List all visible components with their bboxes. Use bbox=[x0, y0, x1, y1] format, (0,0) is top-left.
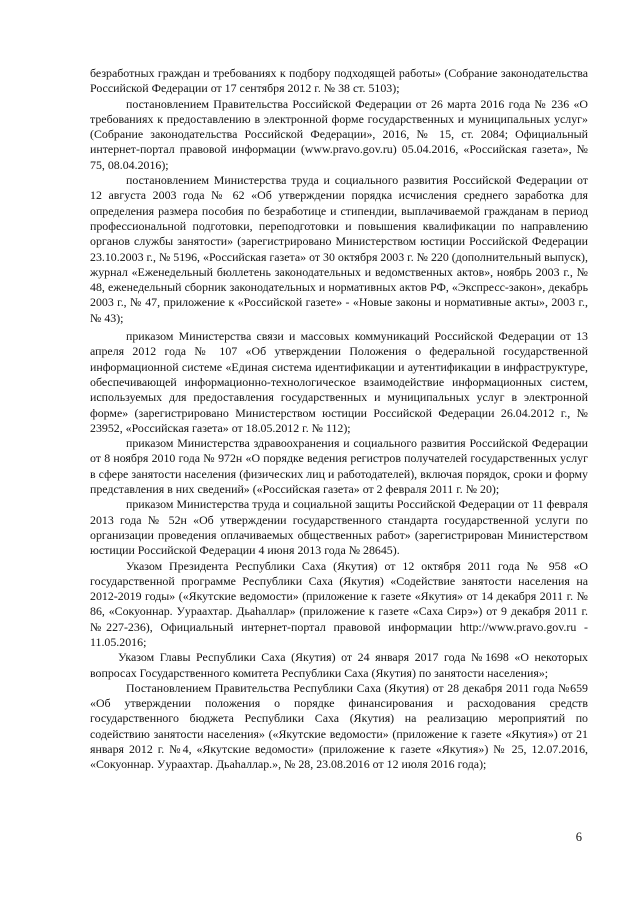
paragraph: Указом Президента Республики Саха (Якутия) от 12 октября 2011 года № 958 «О государственной программе Республики Саха (Якутия) «Содействие занятости населения на 2012-2019 годы» («Якутские ведомости» (приложение к газете «Якутия» от 14 декабря 2011 г. № 86, «Сокуоннар. Уураахтар. Дьаһаллар» (приложение к газете «Саха Сирэ») от 9 декабря 2011 г. №227-236), Официальный интернет-портал правовой информации http://www.pravo.gov.ru - 11.05.2016; bbox=[90, 558, 588, 649]
paragraph: приказом Министерства связи и массовых коммуникаций Российской Федерации от 13 апреля 2012 года № 107 «Об утверждении Положения о федеральной государственной информационной системе «Единая система идентификации и аутентификации в инфраструктуре, обеспечивающей информационно-технологическое взаимодействие информационных систем, используемых для предоставления государственных и муниципальных услуг в электронной форме» (зарегистрировано Министерством юстиции Российской Федерации 26.04.2012 г., № 23952, «Российская газета» от 18.05.2012 г. № 112); bbox=[90, 329, 588, 435]
document-body bbox=[90, 66, 588, 773]
paragraph: приказом Министерства труда и социальной защиты Российской Федерации от 11 февраля 2013 года № 52н «Об утверждении государственного стандарта государственной услуги по организации проведения оплачиваемых общественных работ» (зарегистрирован Министерством юстиции Российской Федерации 4 июня 2013 года № 28645). bbox=[90, 497, 588, 558]
paragraph: постановлением Правительства Российской Федерации от 26 марта 2016 года № 236 «О требованиях к предоставлению в электронной форме государственных и муниципальных услуг» (Собрание законодательства Российской Федерации», 2016, № 15, ст. 2084; Официальный интернет-портал правовой информации (www.pravo.gov.ru) 05.04.2016, «Российская газета», № 75, 08.04.2016); bbox=[90, 96, 588, 172]
paragraph: Постановлением Правительства Республики Саха (Якутия) от 28 декабря 2011 года №659 «Об утверждении положения о порядке финансирования и расходования средств государственного бюджета Республики Саха (Якутия) на реализацию мероприятий по содействию занятости населения» («Якутские ведомости» (приложение к газете «Якутия») от 21 января 2012 г. №4, «Якутские ведомости» (приложение к газете «Якутия») № 25, 12.07.2016, «Сокуоннар. Уураахтар. Дьаһаллар.», № 28, 23.08.2016 от 12 июля 2016 года); bbox=[90, 680, 588, 772]
paragraph: безработных граждан и требованиях к подбору подходящей работы» (Собрание законодательства Российской Федерации от 17 сентября 2012 г. № 38 ст. 5103); bbox=[90, 66, 588, 96]
paragraph: постановлением Министерства труда и социального развития Российской Федерации от 12 августа 2003 года № 62 «Об утверждении порядка исчисления среднего заработка для определения размера пособия по безработице и стипендии, выплачиваемой гражданам в период профессиональной подготовки, переподготовки и повышения квалификации по направлению органов службы занятости» (зарегистрировано Министерством юстиции Российской Федерации 23.10.2003 г., № 5196, «Российская газета» от 30 октября 2003 г. № 220 (дополнительный выпуск), журнал «Еженедельный бюллетень законодательных и ведомственных актов», ноябрь 2003 г., № 48, еженедельный сборник законодательных и нормативных актов РФ, «Экспресс-закон», декабрь 2003 г., № 47, приложение к «Российской газете» - «Новые законы и нормативные акты», 2003 г., № 43); bbox=[90, 173, 588, 325]
paragraph: Указом Главы Республики Саха (Якутия) от 24 января 2017 года №1698 «О некоторых вопросах Государственного комитета Республики Саха (Якутия) по занятости населения»; bbox=[90, 650, 588, 680]
page-number: 6 bbox=[575, 830, 582, 844]
paragraph: приказом Министерства здравоохранения и социального развития Российской Федерации от 8 ноября 2010 года № 972н «О порядке ведения регистров получателей государственных услуг в сфере занятости населения (физических лиц и работодателей), включая порядок, сроки и форму представления в них сведений» («Российская газета» от 2 февраля 2011 г. № 20); bbox=[90, 436, 588, 497]
